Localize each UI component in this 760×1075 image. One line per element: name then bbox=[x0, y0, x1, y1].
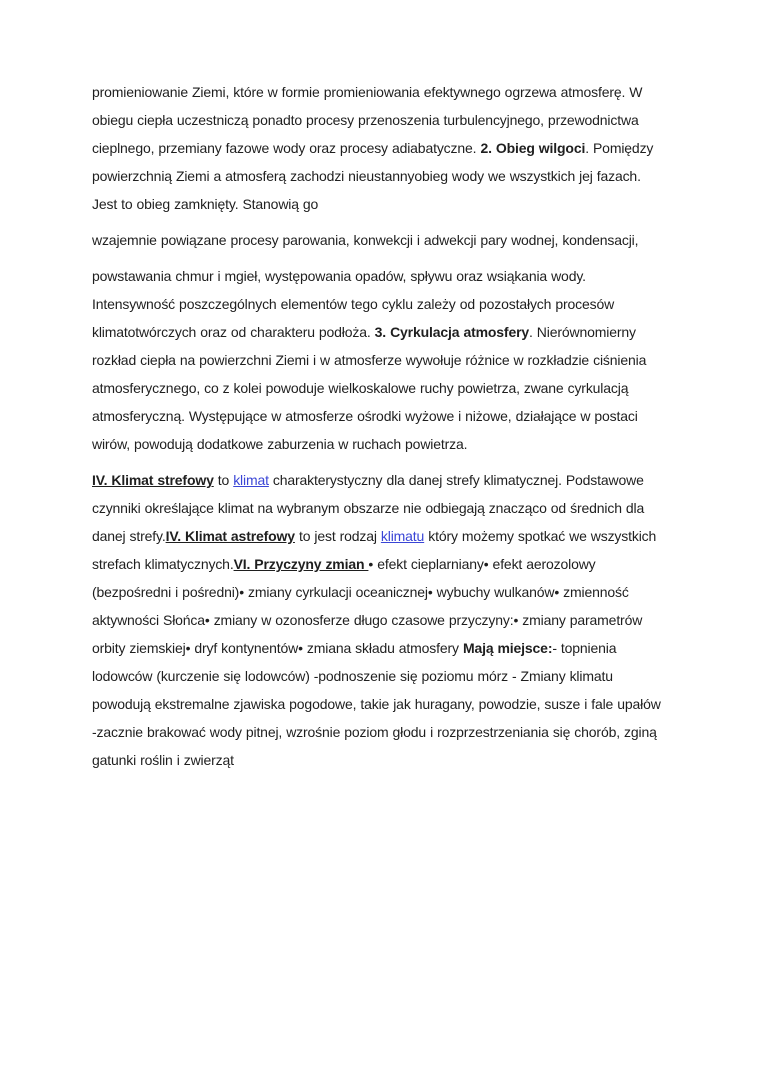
text-run: - topnienia lodowców (kurczenie się lodowców) -podnoszenie się poziomu mórz - Zmiany klimatu powodują ekstremalne zjawiska pogodowe, takie jak huragany, powodzie, susze i fale upałów -zacznie brakować wody pitnej, wzrośnie poziom głodu i rozprzestrzeniania się chorób, zginą gatunki roślin i zwierząt bbox=[92, 640, 661, 768]
paragraph-3 bbox=[92, 262, 668, 458]
text-run: to bbox=[213, 472, 234, 488]
heading-run: VI. Przyczyny zmian bbox=[233, 556, 369, 572]
heading-run: IV. Klimat strefowy bbox=[92, 472, 214, 488]
paragraph-4 bbox=[92, 466, 668, 774]
heading-run: Mają miejsce: bbox=[462, 640, 553, 656]
text-run: to jest rodzaj bbox=[294, 528, 381, 544]
hyperlink-klimat[interactable]: klimat bbox=[233, 472, 269, 488]
heading-run: 3. Cyrkulacja atmosfery bbox=[374, 324, 530, 340]
text-run: . Pomiędzy powierzchnią Ziemi a atmosferą zachodzi nieustannyobieg wody we wszystkich jej fazach. Jest to obieg zamknięty. Stanowią go bbox=[92, 140, 654, 212]
hyperlink-klimatu[interactable]: klimatu bbox=[380, 528, 425, 544]
text-run: który możemy spotkać we wszystkich strefach klimatycznych. bbox=[92, 528, 657, 572]
heading-run: IV. Klimat astrefowy bbox=[165, 528, 295, 544]
text-run: charakterystyczny dla danej strefy klimatycznej. Podstawowe czynniki określające klimat na wybranym obszarze nie odbiegają znacząco od średnich dla danej strefy. bbox=[92, 472, 645, 544]
paragraph-1 bbox=[92, 78, 668, 218]
text-run: wzajemnie powiązane procesy parowania, konwekcji i adwekcji pary wodnej, kondensacji, bbox=[92, 232, 639, 248]
text-run: . Nierównomierny rozkład ciepła na powierzchni Ziemi i w atmosferze wywołuje różnice w rozkładzie ciśnienia atmosferycznego, co z kolei powoduje wielkoskalowe ruchy powietrza, zwane cyrkulacją atmosferyczną. Występujące w atmosferze ośrodki wyżowe i niżowe, działające w postaci wirów, powodują dodatkowe zaburzenia w ruchach powietrza. bbox=[92, 324, 647, 452]
paragraph-2 bbox=[92, 226, 668, 254]
heading-run: 2. Obieg wilgoci bbox=[480, 140, 586, 156]
text-run: promieniowanie Ziemi, które w formie promieniowania efektywnego ogrzewa atmosferę. W obiegu ciepła uczestniczą ponadto procesy przenoszenia turbulencyjnego, przewodnictwa cieplnego, przemiany fazowe wody oraz procesy adiabatyczne. bbox=[92, 84, 643, 156]
text-run: • efekt cieplarniany• efekt aerozolowy (bezpośredni i pośredni)• zmiany cyrkulacji oceanicznej• wybuchy wulkanów• zmienność aktywności Słońca• zmiany w ozonosferze długo czasowe przyczyny:• zmiany parametrów orbity ziemskiej• dryf kontynentów• zmiana składu atmosfery bbox=[92, 556, 643, 656]
text-run: powstawania chmur i mgieł, występowania opadów, spływu oraz wsiąkania wody. Intensywność poszczególnych elementów tego cyklu zależy od pozostałych procesów klimatotwórczych oraz od charakteru podłoża. bbox=[92, 268, 615, 340]
